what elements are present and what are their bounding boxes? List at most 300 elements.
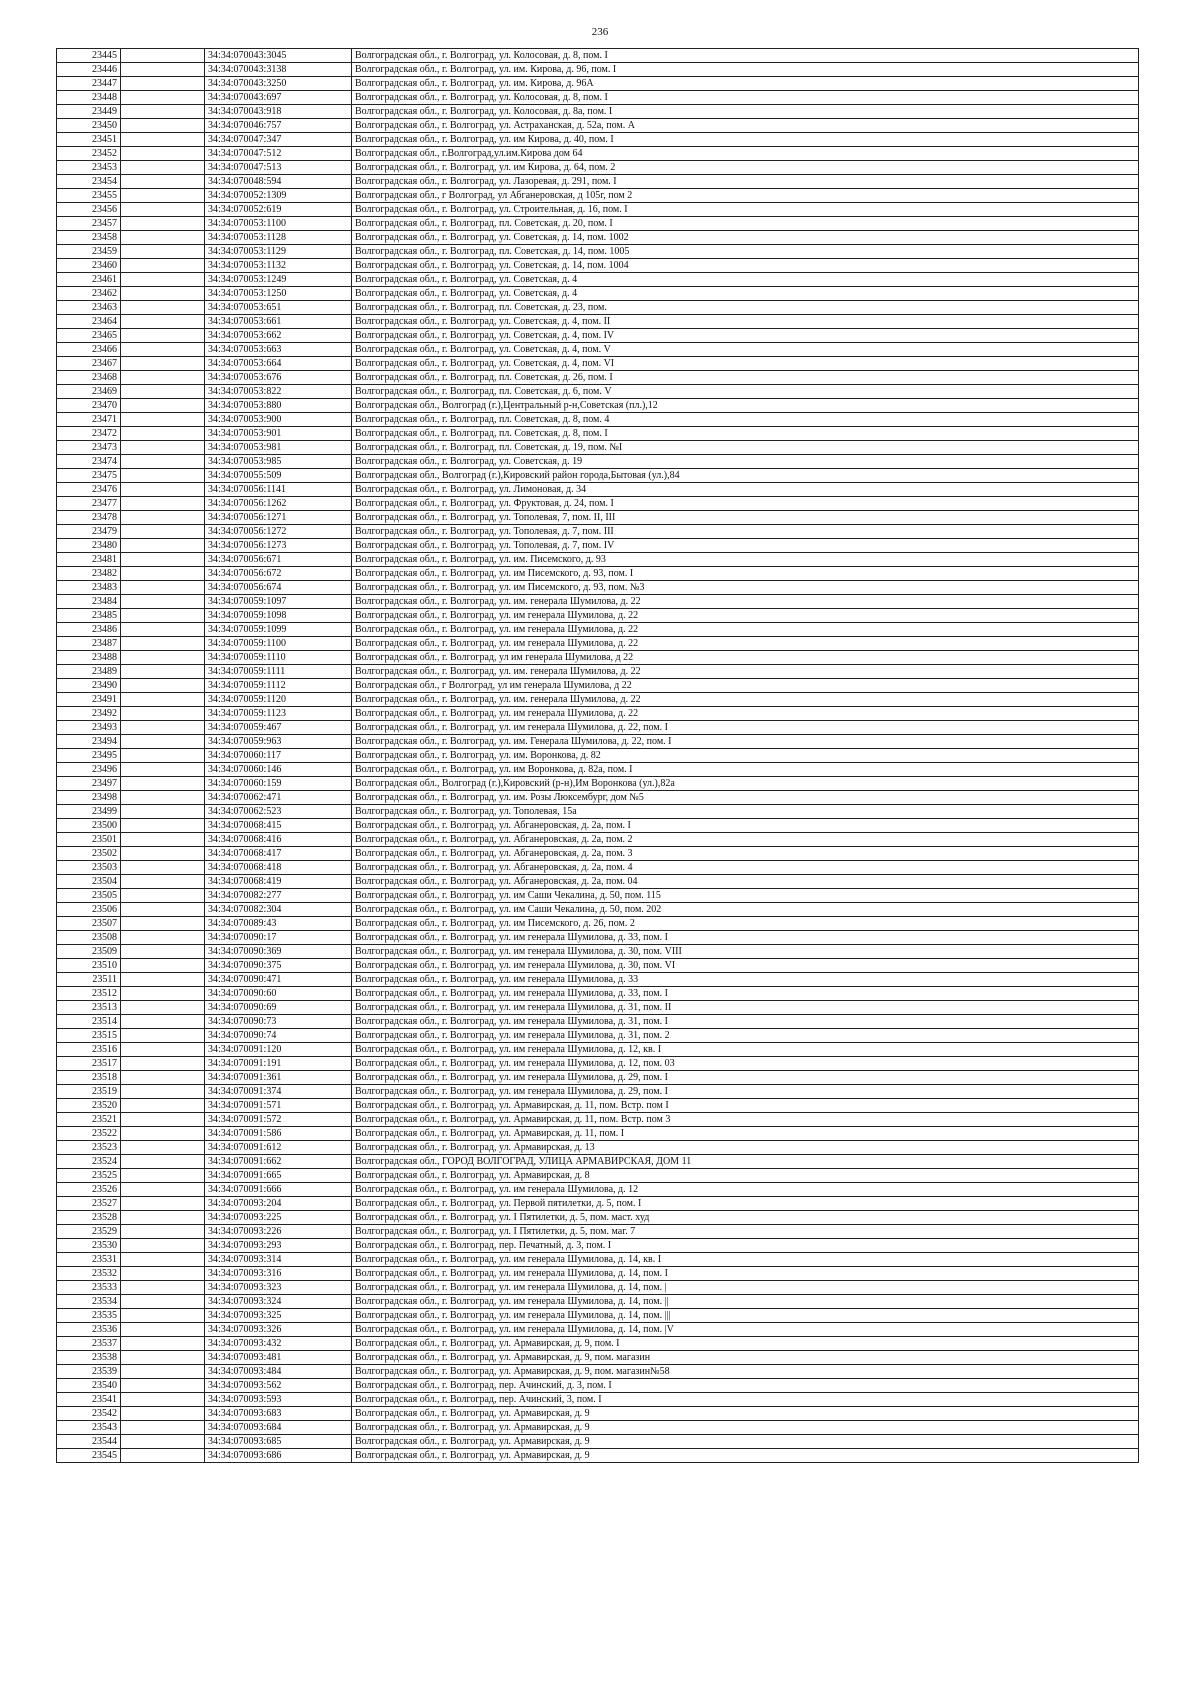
table-row — [57, 1309, 1139, 1323]
spacer-cell — [121, 441, 205, 455]
spacer-cell — [121, 231, 205, 245]
spacer-cell — [121, 1127, 205, 1141]
table-row — [57, 203, 1139, 217]
row-number: 23469 — [57, 385, 121, 399]
table-row — [57, 105, 1139, 119]
address: Волгоградская обл., г. Волгоград, ул. Абганеровская, д. 2а, пом. 4 — [352, 861, 1139, 875]
spacer-cell — [121, 945, 205, 959]
spacer-cell — [121, 581, 205, 595]
table-row — [57, 413, 1139, 427]
address: Волгоградская обл., г. Волгоград, ул. им. Розы Люксембург, дом №5 — [352, 791, 1139, 805]
cadastral-number: 34:34:070059:963 — [205, 735, 352, 749]
cadastral-number: 34:34:070093:484 — [205, 1365, 352, 1379]
cadastral-number: 34:34:070047:513 — [205, 161, 352, 175]
address: Волгоградская обл., г. Волгоград, ул. им генерала Шумилова, д. 22, пом. I — [352, 721, 1139, 735]
spacer-cell — [121, 749, 205, 763]
address: Волгоградская обл., г. Волгоград, ул. им генерала Шумилова, д. 31, пом. 2 — [352, 1029, 1139, 1043]
address: Волгоградская обл., г. Волгоград, пл. Советская, д. 23, пом. — [352, 301, 1139, 315]
cadastral-number: 34:34:070043:918 — [205, 105, 352, 119]
cadastral-number: 34:34:070068:419 — [205, 875, 352, 889]
spacer-cell — [121, 637, 205, 651]
table-row — [57, 553, 1139, 567]
address: Волгоградская обл., г. Волгоград, ул. Абганеровская, д. 2а, пом. I — [352, 819, 1139, 833]
cadastral-number: 34:34:070093:293 — [205, 1239, 352, 1253]
address: Волгоградская обл., г. Волгоград, ул. Армавирская, д. 9 — [352, 1407, 1139, 1421]
row-number: 23525 — [57, 1169, 121, 1183]
table-row — [57, 1211, 1139, 1225]
table-row — [57, 1379, 1139, 1393]
cadastral-number: 34:34:070091:612 — [205, 1141, 352, 1155]
spacer-cell — [121, 301, 205, 315]
table-row — [57, 189, 1139, 203]
spacer-cell — [121, 1001, 205, 1015]
row-number: 23542 — [57, 1407, 121, 1421]
spacer-cell — [121, 1281, 205, 1295]
table-row — [57, 889, 1139, 903]
address: Волгоградская обл., г. Волгоград, ул. им Писемского, д. 26, пом. 2 — [352, 917, 1139, 931]
cadastral-number: 34:34:070091:665 — [205, 1169, 352, 1183]
cadastral-number: 34:34:070059:467 — [205, 721, 352, 735]
cadastral-number: 34:34:070059:1110 — [205, 651, 352, 665]
row-number: 23530 — [57, 1239, 121, 1253]
address: Волгоградская обл., г. Волгоград, ул. им. Кирова, д. 96А — [352, 77, 1139, 91]
table-row — [57, 385, 1139, 399]
cadastral-number: 34:34:070093:204 — [205, 1197, 352, 1211]
address: Волгоградская обл., г. Волгоград, ул. Лазоревая, д. 291, пом. I — [352, 175, 1139, 189]
address: Волгоградская обл., г. Волгоград, пл. Советская, д. 20, пом. I — [352, 217, 1139, 231]
address: Волгоградская обл., г. Волгоград, ул. им генерала Шумилова, д. 30, пом. VI — [352, 959, 1139, 973]
table-row — [57, 231, 1139, 245]
table-row — [57, 721, 1139, 735]
address: Волгоградская обл., г. Волгоград, ул. им генерала Шумилова, д. 33, пом. I — [352, 987, 1139, 1001]
table-row — [57, 217, 1139, 231]
spacer-cell — [121, 245, 205, 259]
table-row — [57, 1113, 1139, 1127]
table-row — [57, 497, 1139, 511]
row-number: 23456 — [57, 203, 121, 217]
cadastral-number: 34:34:070089:43 — [205, 917, 352, 931]
table-row — [57, 1099, 1139, 1113]
table-row — [57, 1407, 1139, 1421]
cadastral-number: 34:34:070056:672 — [205, 567, 352, 581]
row-number: 23465 — [57, 329, 121, 343]
row-number: 23529 — [57, 1225, 121, 1239]
row-number: 23544 — [57, 1435, 121, 1449]
spacer-cell — [121, 847, 205, 861]
row-number: 23503 — [57, 861, 121, 875]
cadastral-number: 34:34:070053:880 — [205, 399, 352, 413]
cadastral-number: 34:34:070093:323 — [205, 1281, 352, 1295]
row-number: 23496 — [57, 763, 121, 777]
table-row — [57, 875, 1139, 889]
address: Волгоградская обл., г. Волгоград, ул. им генерала Шумилова, д. 12 — [352, 1183, 1139, 1197]
row-number: 23466 — [57, 343, 121, 357]
cadastral-number: 34:34:070060:159 — [205, 777, 352, 791]
row-number: 23526 — [57, 1183, 121, 1197]
row-number: 23506 — [57, 903, 121, 917]
table-row — [57, 1141, 1139, 1155]
address: Волгоградская обл., г. Волгоград, ул. Астраханская, д. 52а, пом. А — [352, 119, 1139, 133]
table-row — [57, 1029, 1139, 1043]
address: Волгоградская обл., г. Волгоград, ул. Тополевая, д. 7, пом. IV — [352, 539, 1139, 553]
row-number: 23494 — [57, 735, 121, 749]
cadastral-number: 34:34:070053:651 — [205, 301, 352, 315]
table-row — [57, 903, 1139, 917]
row-number: 23521 — [57, 1113, 121, 1127]
spacer-cell — [121, 1267, 205, 1281]
row-number: 23490 — [57, 679, 121, 693]
address: Волгоградская обл., г. Волгоград, ул. им генерала Шумилова, д. 12, пом. 03 — [352, 1057, 1139, 1071]
spacer-cell — [121, 665, 205, 679]
spacer-cell — [121, 1169, 205, 1183]
table-row — [57, 511, 1139, 525]
address: Волгоградская обл., г. Волгоград, пл. Советская, д. 26, пом. I — [352, 371, 1139, 385]
address: Волгоградская обл., г. Волгоград, ул. Армавирская, д. 9, пом. I — [352, 1337, 1139, 1351]
cadastral-number: 34:34:070093:316 — [205, 1267, 352, 1281]
address: Волгоградская обл., г. Волгоград, ул. Армавирская, д. 13 — [352, 1141, 1139, 1155]
cadastral-number: 34:34:070093:562 — [205, 1379, 352, 1393]
spacer-cell — [121, 1337, 205, 1351]
cadastral-number: 34:34:070093:314 — [205, 1253, 352, 1267]
row-number: 23478 — [57, 511, 121, 525]
address: Волгоградская обл., г. Волгоград, ул. им генерала Шумилова, д. 22 — [352, 609, 1139, 623]
row-number: 23484 — [57, 595, 121, 609]
address: Волгоградская обл., г. Волгоград, ул. Армавирская, д. 11, пом. Встр. пом I — [352, 1099, 1139, 1113]
table-row — [57, 525, 1139, 539]
cadastral-number: 34:34:070093:686 — [205, 1449, 352, 1463]
table-row — [57, 931, 1139, 945]
table-row — [57, 917, 1139, 931]
spacer-cell — [121, 1183, 205, 1197]
table-row — [57, 483, 1139, 497]
row-number: 23448 — [57, 91, 121, 105]
spacer-cell — [121, 567, 205, 581]
table-row — [57, 665, 1139, 679]
row-number: 23462 — [57, 287, 121, 301]
row-number: 23454 — [57, 175, 121, 189]
address: Волгоградская обл., г. Волгоград, ул. Советская, д. 4, пом. VI — [352, 357, 1139, 371]
cadastral-number: 34:34:070068:416 — [205, 833, 352, 847]
row-number: 23509 — [57, 945, 121, 959]
row-number: 23482 — [57, 567, 121, 581]
row-number: 23455 — [57, 189, 121, 203]
cadastral-number: 34:34:070091:120 — [205, 1043, 352, 1057]
address: Волгоградская обл., г. Волгоград, ул. им генерала Шумилова, д. 22 — [352, 623, 1139, 637]
row-number: 23498 — [57, 791, 121, 805]
cadastral-number: 34:34:070091:572 — [205, 1113, 352, 1127]
table-row — [57, 707, 1139, 721]
row-number: 23477 — [57, 497, 121, 511]
table-row — [57, 1085, 1139, 1099]
cadastral-number: 34:34:070043:3250 — [205, 77, 352, 91]
table-row — [57, 315, 1139, 329]
table-row — [57, 273, 1139, 287]
address: Волгоградская обл., г. Волгоград, пл. Советская, д. 14, пом. 1005 — [352, 245, 1139, 259]
row-number: 23493 — [57, 721, 121, 735]
table-row — [57, 1435, 1139, 1449]
address: Волгоградская обл., г. Волгоград, ул. Советская, д. 4 — [352, 273, 1139, 287]
table-row — [57, 245, 1139, 259]
address: Волгоградская обл., г. Волгоград, ул. им генерала Шумилова, д. 29, пом. I — [352, 1071, 1139, 1085]
spacer-cell — [121, 1099, 205, 1113]
address: Волгоградская обл., г. Волгоград, ул. Советская, д. 4 — [352, 287, 1139, 301]
address: Волгоградская обл., г. Волгоград, ул. им Воронкова, д. 82а, пом. I — [352, 763, 1139, 777]
cadastral-number: 34:34:070062:471 — [205, 791, 352, 805]
row-number: 23504 — [57, 875, 121, 889]
spacer-cell — [121, 455, 205, 469]
table-row — [57, 1365, 1139, 1379]
table-body — [57, 49, 1139, 1463]
spacer-cell — [121, 679, 205, 693]
cadastral-number: 34:34:070047:347 — [205, 133, 352, 147]
address: Волгоградская обл., г. Волгоград, ул. им генерала Шумилова, д. 31, пом. I — [352, 1015, 1139, 1029]
table-row — [57, 1225, 1139, 1239]
row-number: 23458 — [57, 231, 121, 245]
cadastral-number: 34:34:070053:1129 — [205, 245, 352, 259]
spacer-cell — [121, 385, 205, 399]
table-row — [57, 175, 1139, 189]
spacer-cell — [121, 119, 205, 133]
row-number: 23502 — [57, 847, 121, 861]
spacer-cell — [121, 287, 205, 301]
cadastral-table — [56, 48, 1139, 1463]
row-number: 23471 — [57, 413, 121, 427]
spacer-cell — [121, 357, 205, 371]
cadastral-number: 34:34:070056:1273 — [205, 539, 352, 553]
cadastral-number: 34:34:070059:1120 — [205, 693, 352, 707]
spacer-cell — [121, 203, 205, 217]
cadastral-number: 34:34:070053:1250 — [205, 287, 352, 301]
address: Волгоградская обл., г. Волгоград, ул. Армавирская, д. 9, пом. магазин — [352, 1351, 1139, 1365]
cadastral-number: 34:34:070090:69 — [205, 1001, 352, 1015]
table-row — [57, 1239, 1139, 1253]
spacer-cell — [121, 1029, 205, 1043]
spacer-cell — [121, 343, 205, 357]
spacer-cell — [121, 623, 205, 637]
address: Волгоградская обл., г. Волгоград, ул. им генерала Шумилова, д. 33, пом. I — [352, 931, 1139, 945]
address: Волгоградская обл., г. Волгоград, ул. Армавирская, д. 9 — [352, 1449, 1139, 1463]
cadastral-number: 34:34:070043:3138 — [205, 63, 352, 77]
cadastral-number: 34:34:070053:901 — [205, 427, 352, 441]
row-number: 23451 — [57, 133, 121, 147]
cadastral-number: 34:34:070091:666 — [205, 1183, 352, 1197]
address: Волгоградская обл., г. Волгоград, пл. Советская, д. 6, пом. V — [352, 385, 1139, 399]
address: Волгоградская обл., г. Волгоград, ул. I Пятилетки, д. 5, пом. маст. худ — [352, 1211, 1139, 1225]
address: Волгоградская обл., г. Волгоград, ул. Тополевая, 7, пом. II, III — [352, 511, 1139, 525]
address: Волгоградская обл., г. Волгоград, ул. им генерала Шумилова, д. 14, пом. I — [352, 1267, 1139, 1281]
spacer-cell — [121, 329, 205, 343]
address: Волгоградская обл., г. Волгоград, ул. им генерала Шумилова, д. 14, пом. || — [352, 1295, 1139, 1309]
table-row — [57, 91, 1139, 105]
spacer-cell — [121, 1211, 205, 1225]
row-number: 23522 — [57, 1127, 121, 1141]
row-number: 23501 — [57, 833, 121, 847]
row-number: 23519 — [57, 1085, 121, 1099]
table-row — [57, 301, 1139, 315]
table-row — [57, 777, 1139, 791]
cadastral-number: 34:34:070090:74 — [205, 1029, 352, 1043]
row-number: 23487 — [57, 637, 121, 651]
address: Волгоградская обл., г. Волгоград, пер. Печатный, д. 3, пом. I — [352, 1239, 1139, 1253]
row-number: 23508 — [57, 931, 121, 945]
address: Волгоградская обл., г. Волгоград, ул. им генерала Шумилова, д. 22 — [352, 707, 1139, 721]
address: Волгоградская обл., г. Волгоград, ул. Армавирская, д. 9, пом. магазин№58 — [352, 1365, 1139, 1379]
cadastral-number: 34:34:070056:1141 — [205, 483, 352, 497]
cadastral-number: 34:34:070059:1111 — [205, 665, 352, 679]
cadastral-number: 34:34:070043:3045 — [205, 49, 352, 63]
row-number: 23528 — [57, 1211, 121, 1225]
spacer-cell — [121, 525, 205, 539]
table-row — [57, 861, 1139, 875]
row-number: 23536 — [57, 1323, 121, 1337]
table-row — [57, 1057, 1139, 1071]
row-number: 23445 — [57, 49, 121, 63]
cadastral-number: 34:34:070093:325 — [205, 1309, 352, 1323]
address: Волгоградская обл., г. Волгоград, ул. им генерала Шумилова, д. 22 — [352, 637, 1139, 651]
address: Волгоградская обл., г. Волгоград, ул. Советская, д. 19 — [352, 455, 1139, 469]
cadastral-number: 34:34:070053:900 — [205, 413, 352, 427]
cadastral-number: 34:34:070082:304 — [205, 903, 352, 917]
spacer-cell — [121, 175, 205, 189]
spacer-cell — [121, 511, 205, 525]
row-number: 23474 — [57, 455, 121, 469]
row-number: 23473 — [57, 441, 121, 455]
table-row — [57, 1449, 1139, 1463]
spacer-cell — [121, 651, 205, 665]
spacer-cell — [121, 189, 205, 203]
address: Волгоградская обл., г. Волгоград, ул. Фруктовая, д. 24, пом. I — [352, 497, 1139, 511]
cadastral-number: 34:34:070093:324 — [205, 1295, 352, 1309]
spacer-cell — [121, 1043, 205, 1057]
table-row — [57, 455, 1139, 469]
spacer-cell — [121, 133, 205, 147]
address: Волгоградская обл., г. Волгоград, ул. им генерала Шумилова, д. 29, пом. I — [352, 1085, 1139, 1099]
table-row — [57, 819, 1139, 833]
row-number: 23513 — [57, 1001, 121, 1015]
cadastral-number: 34:34:070060:146 — [205, 763, 352, 777]
table-row — [57, 637, 1139, 651]
cadastral-number: 34:34:070046:757 — [205, 119, 352, 133]
table-row — [57, 833, 1139, 847]
row-number: 23463 — [57, 301, 121, 315]
table-row — [57, 1421, 1139, 1435]
row-number: 23531 — [57, 1253, 121, 1267]
row-number: 23491 — [57, 693, 121, 707]
cadastral-number: 34:34:070091:374 — [205, 1085, 352, 1099]
cadastral-number: 34:34:070053:985 — [205, 455, 352, 469]
address: Волгоградская обл., г. Волгоград, пл. Советская, д. 8, пом. 4 — [352, 413, 1139, 427]
cadastral-number: 34:34:070091:586 — [205, 1127, 352, 1141]
address: Волгоградская обл., г. Волгоград, ул. Советская, д. 4, пом. IV — [352, 329, 1139, 343]
spacer-cell — [121, 259, 205, 273]
spacer-cell — [121, 1197, 205, 1211]
cadastral-number: 34:34:070048:594 — [205, 175, 352, 189]
row-number: 23511 — [57, 973, 121, 987]
table-row — [57, 1295, 1139, 1309]
cadastral-number: 34:34:070093:225 — [205, 1211, 352, 1225]
cadastral-number: 34:34:070090:17 — [205, 931, 352, 945]
spacer-cell — [121, 413, 205, 427]
row-number: 23520 — [57, 1099, 121, 1113]
table-row — [57, 567, 1139, 581]
spacer-cell — [121, 1435, 205, 1449]
address: Волгоградская обл., г. Волгоград, ул. им генерала Шумилова, д. 30, пом. VIII — [352, 945, 1139, 959]
spacer-cell — [121, 469, 205, 483]
spacer-cell — [121, 959, 205, 973]
address: Волгоградская обл., г. Волгоград, ул. им Писемского, д. 93, пом. №3 — [352, 581, 1139, 595]
address: Волгоградская обл., г. Волгоград, ул. Колосовая, д. 8, пом. I — [352, 91, 1139, 105]
row-number: 23449 — [57, 105, 121, 119]
table-row — [57, 1323, 1139, 1337]
table-row — [57, 1001, 1139, 1015]
table-row — [57, 1281, 1139, 1295]
spacer-cell — [121, 973, 205, 987]
spacer-cell — [121, 371, 205, 385]
address: Волгоградская обл., г. Волгоград, ул. Абганеровская, д. 2а, пом. 2 — [352, 833, 1139, 847]
spacer-cell — [121, 63, 205, 77]
address: Волгоградская обл., г. Волгоград, ул. Советская, д. 14, пом. 1004 — [352, 259, 1139, 273]
cadastral-number: 34:34:070093:326 — [205, 1323, 352, 1337]
row-number: 23514 — [57, 1015, 121, 1029]
address: Волгоградская обл., г. Волгоград, ул. им. генерала Шумилова, д. 22 — [352, 693, 1139, 707]
address: Волгоградская обл., г. Волгоград, ул. Колосовая, д. 8а, пом. I — [352, 105, 1139, 119]
table-row — [57, 805, 1139, 819]
cadastral-number: 34:34:070059:1112 — [205, 679, 352, 693]
spacer-cell — [121, 693, 205, 707]
cadastral-number: 34:34:070059:1098 — [205, 609, 352, 623]
address: Волгоградская обл., г. Волгоград, ул. им генерала Шумилова, д. 12, кв. I — [352, 1043, 1139, 1057]
spacer-cell — [121, 1351, 205, 1365]
table-row — [57, 1253, 1139, 1267]
row-number: 23495 — [57, 749, 121, 763]
row-number: 23540 — [57, 1379, 121, 1393]
row-number: 23489 — [57, 665, 121, 679]
spacer-cell — [121, 1113, 205, 1127]
spacer-cell — [121, 161, 205, 175]
cadastral-number: 34:34:070082:277 — [205, 889, 352, 903]
address: Волгоградская обл., г. Волгоград, ул. Армавирская, д. 9 — [352, 1435, 1139, 1449]
spacer-cell — [121, 1407, 205, 1421]
row-number: 23515 — [57, 1029, 121, 1043]
address: Волгоградская обл., г. Волгоград, ул. Советская, д. 4, пом. II — [352, 315, 1139, 329]
row-number: 23452 — [57, 147, 121, 161]
row-number: 23535 — [57, 1309, 121, 1323]
table-row — [57, 441, 1139, 455]
cadastral-number: 34:34:070093:685 — [205, 1435, 352, 1449]
row-number: 23457 — [57, 217, 121, 231]
table-row — [57, 1071, 1139, 1085]
table-row — [57, 679, 1139, 693]
table-row — [57, 1127, 1139, 1141]
address: Волгоградская обл., г. Волгоград, ул. им. генерала Шумилова, д. 22 — [352, 665, 1139, 679]
table-row — [57, 49, 1139, 63]
spacer-cell — [121, 1365, 205, 1379]
table-row — [57, 343, 1139, 357]
address: Волгоградская обл., Волгоград (г.),Кировский район города,Бытовая (ул.),84 — [352, 469, 1139, 483]
row-number: 23538 — [57, 1351, 121, 1365]
spacer-cell — [121, 315, 205, 329]
cadastral-number: 34:34:070090:60 — [205, 987, 352, 1001]
address: Волгоградская обл., г. Волгоград, ул. им. Генерала Шумилова, д. 22, пом. I — [352, 735, 1139, 749]
spacer-cell — [121, 707, 205, 721]
row-number: 23488 — [57, 651, 121, 665]
address: Волгоградская обл., г.Волгоград,ул.им.Кирова дом 64 — [352, 147, 1139, 161]
spacer-cell — [121, 49, 205, 63]
cadastral-number: 34:34:070093:684 — [205, 1421, 352, 1435]
spacer-cell — [121, 105, 205, 119]
cadastral-number: 34:34:070059:1100 — [205, 637, 352, 651]
cadastral-number: 34:34:070053:1249 — [205, 273, 352, 287]
